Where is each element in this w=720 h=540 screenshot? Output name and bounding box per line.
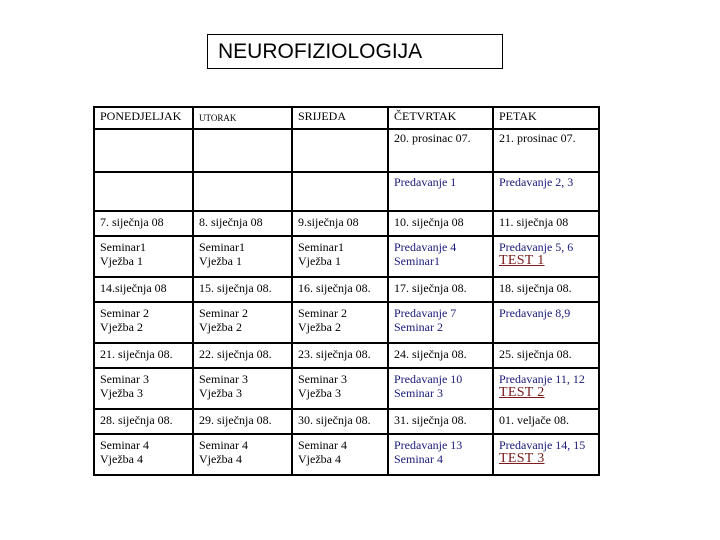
activity-cell <box>94 302 193 343</box>
day-header-fri: PETAK <box>493 107 599 129</box>
activity-label: Seminar 2 <box>298 306 347 320</box>
table-row <box>94 172 599 211</box>
table-row <box>94 129 599 172</box>
activity-label: Seminar 2 <box>100 306 149 320</box>
test-label: TEST 1 <box>499 253 545 268</box>
activity-label: Predavanje 4 <box>394 240 457 254</box>
date-cell: 21. prosinac 07. <box>493 129 599 172</box>
activity-label: Vježba 3 <box>100 386 143 400</box>
date-row <box>94 211 599 236</box>
activity-label: Vježba 1 <box>100 254 143 268</box>
activity-label: Predavanje 11, 12 <box>499 372 585 386</box>
table-cell <box>292 129 388 172</box>
date-cell: 20. prosinac 07. <box>388 129 493 172</box>
activity-label: Vježba 1 <box>199 254 242 268</box>
activity-cell <box>388 368 493 409</box>
activity-label: Seminar 2 <box>199 306 248 320</box>
activity-row <box>94 434 599 475</box>
activity-cell <box>193 302 292 343</box>
activity-label: Seminar 3 <box>298 372 347 386</box>
date-cell: 14.siječnja 08 <box>94 277 193 302</box>
day-header-mon: PONEDJELJAK <box>94 107 193 129</box>
activity-label: Predavanje 5, 6 <box>499 240 574 254</box>
activity-label: Vježba 4 <box>199 452 242 466</box>
lecture-cell: Predavanje 2, 3 <box>493 172 599 211</box>
activity-label: Predavanje 10 <box>394 372 463 386</box>
activity-cell <box>94 434 193 475</box>
day-header-wed: SRIJEDA <box>292 107 388 129</box>
activity-row <box>94 368 599 409</box>
activity-label: Vježba 1 <box>298 254 341 268</box>
activity-cell <box>94 236 193 277</box>
date-cell: 31. siječnja 08. <box>388 409 493 434</box>
date-cell: 7. siječnja 08 <box>94 211 193 236</box>
activity-label: Seminar 4 <box>394 452 443 466</box>
date-cell: 15. siječnja 08. <box>193 277 292 302</box>
activity-cell <box>292 434 388 475</box>
date-cell: 11. siječnja 08 <box>493 211 599 236</box>
activity-label: Seminar1 <box>100 240 146 254</box>
header-row <box>94 107 599 129</box>
activity-row <box>94 236 599 277</box>
activity-cell <box>292 236 388 277</box>
date-cell: 16. siječnja 08. <box>292 277 388 302</box>
activity-label: Predavanje 14, 15 <box>499 438 586 452</box>
activity-label: Seminar 3 <box>199 372 248 386</box>
day-header-thu: ČETVRTAK <box>388 107 493 129</box>
date-cell: 24. siječnja 08. <box>388 343 493 368</box>
lecture-cell: Predavanje 1 <box>388 172 493 211</box>
activity-label: Seminar 2 <box>394 320 443 334</box>
activity-label: Seminar 4 <box>199 438 248 452</box>
schedule-table <box>93 106 600 476</box>
test-label: TEST 3 <box>499 451 545 466</box>
test-label: TEST 2 <box>499 385 545 400</box>
activity-cell <box>388 236 493 277</box>
date-cell: 30. siječnja 08. <box>292 409 388 434</box>
activity-cell <box>493 434 599 475</box>
date-cell: 21. siječnja 08. <box>94 343 193 368</box>
activity-label: Seminar 3 <box>100 372 149 386</box>
activity-label: Vježba 2 <box>100 320 143 334</box>
activity-label: Seminar 3 <box>394 386 443 400</box>
table-cell <box>94 172 193 211</box>
activity-label: Vježba 2 <box>199 320 242 334</box>
activity-cell <box>388 434 493 475</box>
activity-cell <box>493 368 599 409</box>
activity-cell <box>388 302 493 343</box>
date-cell: 22. siječnja 08. <box>193 343 292 368</box>
date-cell: 28. siječnja 08. <box>94 409 193 434</box>
activity-cell <box>493 302 599 343</box>
activity-label: Vježba 3 <box>199 386 242 400</box>
activity-cell <box>193 368 292 409</box>
activity-cell <box>94 368 193 409</box>
activity-label: Predavanje 13 <box>394 438 463 452</box>
date-cell: 18. siječnja 08. <box>493 277 599 302</box>
date-cell: 01. veljače 08. <box>493 409 599 434</box>
date-cell: 10. siječnja 08 <box>388 211 493 236</box>
day-header-tue: UTORAK <box>193 107 292 129</box>
table-cell <box>193 129 292 172</box>
activity-label: Seminar1 <box>199 240 245 254</box>
date-cell: 8. siječnja 08 <box>193 211 292 236</box>
date-cell: 25. siječnja 08. <box>493 343 599 368</box>
activity-cell <box>493 236 599 277</box>
activity-label: Vježba 2 <box>298 320 341 334</box>
activity-label: Vježba 3 <box>298 386 341 400</box>
date-cell: 17. siječnja 08. <box>388 277 493 302</box>
activity-label: Seminar 4 <box>298 438 347 452</box>
table-cell <box>94 129 193 172</box>
activity-row <box>94 302 599 343</box>
activity-label: Vježba 4 <box>100 452 143 466</box>
activity-cell <box>193 236 292 277</box>
activity-label: Seminar1 <box>394 254 440 268</box>
page-title: NEUROFIZIOLOGIJA <box>207 34 503 69</box>
date-cell: 29. siječnja 08. <box>193 409 292 434</box>
activity-label: Seminar1 <box>298 240 344 254</box>
date-row <box>94 343 599 368</box>
table-cell <box>193 172 292 211</box>
date-cell: 23. siječnja 08. <box>292 343 388 368</box>
activity-cell <box>292 368 388 409</box>
date-cell: 9.siječnja 08 <box>292 211 388 236</box>
activity-cell <box>292 302 388 343</box>
activity-label: Seminar 4 <box>100 438 149 452</box>
activity-label: Predavanje 8,9 <box>499 306 571 320</box>
activity-label: Vježba 4 <box>298 452 341 466</box>
date-row <box>94 277 599 302</box>
table-cell <box>292 172 388 211</box>
activity-cell <box>193 434 292 475</box>
date-row <box>94 409 599 434</box>
activity-label: Predavanje 7 <box>394 306 457 320</box>
